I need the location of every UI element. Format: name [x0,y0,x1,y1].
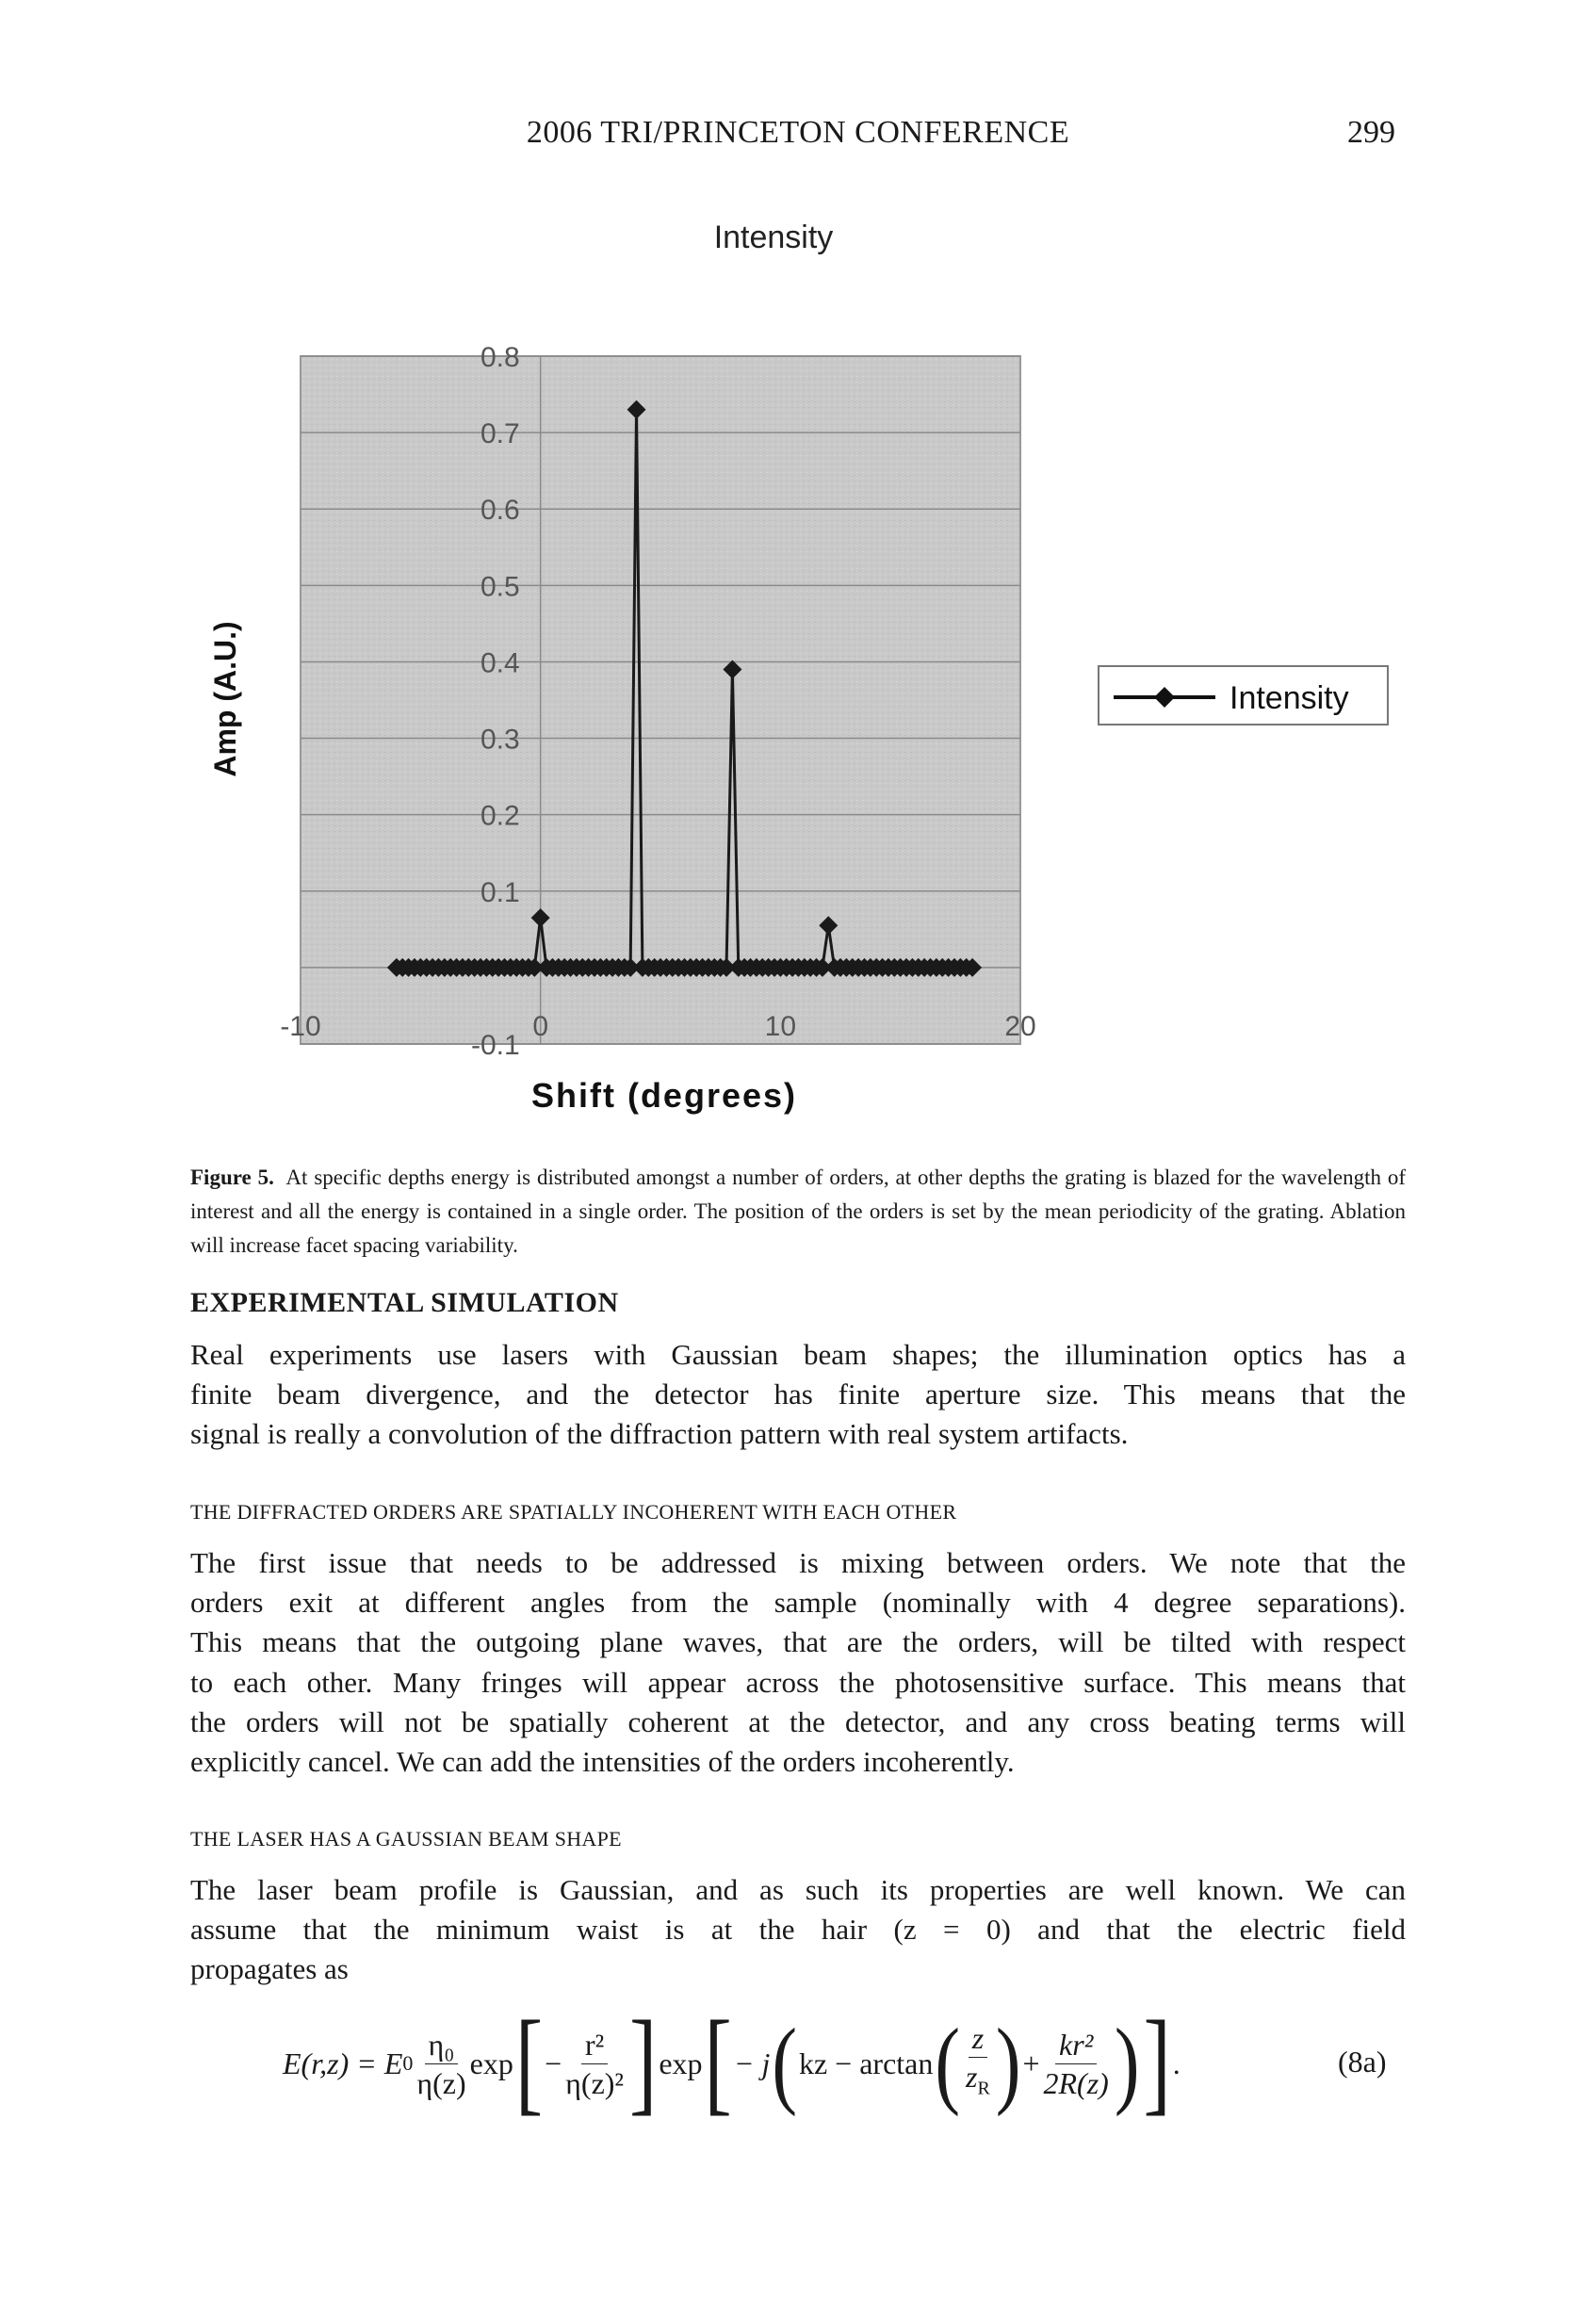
y-tick-label: 0.4 [480,647,520,679]
eq-paren: ) [995,2009,1021,2118]
eq-num: z [969,2019,987,2058]
text-line: Real experiments use lasers with Gaussian beam shapes; the illumination optics has a [190,1338,1406,1371]
y-axis-label: Amp (A.U.) [208,621,242,777]
eq-den-z: z [966,2060,978,2095]
eq-den [966,2058,990,2107]
y-tick-label: 0.5 [480,571,520,603]
intensity-chart [0,0,1596,1131]
eq-period: . [1172,2046,1181,2080]
eq-bracket: ] [1143,1998,1171,2128]
eq-plus: + [1022,2046,1040,2080]
caption-label: Figure 5. [190,1166,274,1189]
plot-area [301,356,1020,1044]
eq-paren: ( [772,2009,797,2118]
figure-caption [190,1161,1406,1263]
text-line: propagates as [190,1952,349,1986]
eq-bracket: [ [704,1998,732,2128]
x-tick-label: 10 [764,1010,797,1042]
text-line: explicitly cancel. We can add the intensities of the orders incoherently. [190,1745,1015,1779]
y-tick-label: 0.3 [480,724,520,756]
y-tick-label: 0.8 [480,342,520,373]
paragraph-1 [190,1335,1406,1455]
eq-paren: ) [1114,2009,1140,2118]
eq-den: η(z) [416,2065,466,2100]
legend-label: Intensity [1230,680,1349,716]
eq-fraction [416,2026,465,2102]
subsection-heading: THE DIFFRACTED ORDERS ARE SPATIALLY INCOHERENT WITH EACH OTHER [190,1500,957,1524]
caption-text: At specific depths energy is distributed amongst a number of orders, at other depths the grating is blazed for the wavelength of interest and all the energy is contained in a single order. The position of the orders is set by the mean periodicity of the grating. Ablation will increase facet spacing variability. [190,1166,1407,1257]
text-line: This means that the outgoing plane waves, that are the orders, will be tilted with respect [190,1625,1406,1659]
y-tick-label: -0.1 [470,1030,520,1061]
x-tick-label: -10 [280,1010,321,1042]
paragraph-3 [190,1870,1406,1990]
y-tick-label: 0.2 [480,800,520,832]
eq-exp: exp [469,2046,513,2080]
eq-paren: ( [935,2009,961,2118]
y-tick-label: 0.6 [480,495,520,527]
eq-den: 2R(z) [1043,2065,1109,2100]
text-line: orders exit at different angles from the sample (nominally with 4 degree separations). [190,1586,1406,1620]
text-line: finite beam divergence, and the detector has finite aperture size. This means that the [190,1378,1406,1411]
eq-kz: kz − arctan [798,2046,934,2080]
eq-fraction [565,2026,624,2102]
running-head: 2006 TRI/PRINCETON CONFERENCE [526,115,1070,150]
y-tick-label: 0.1 [480,876,520,908]
eq-fraction [966,2019,990,2107]
eq-num: r² [581,2026,608,2064]
x-tick-label: 0 [532,1010,549,1042]
subsection-heading: THE LASER HAS A GAUSSIAN BEAM SHAPE [190,1827,622,1851]
eq-lhs-sub: 0 [402,2051,414,2075]
eq-lhs: E(r,z) = E [283,2046,403,2080]
eq-minus: − [545,2046,562,2080]
eq-minus-j: − j [733,2046,771,2080]
x-axis-label: Shift (degrees) [530,1076,798,1115]
text-line: to each other. Many fringes will appear across the photosensitive surface. This means that [190,1665,1406,1699]
eq-den: η(z)² [565,2065,625,2100]
text-line: signal is really a convolution of the diffraction pattern with real system artifacts. [190,1417,1129,1451]
eq-bracket: ] [629,1998,658,2128]
eq-den-sub: R [977,2078,990,2099]
equation-number: (8a) [1338,2045,1387,2079]
eq-bracket: [ [514,1998,544,2128]
eq-exp: exp [659,2046,703,2080]
y-tick-label: 0.7 [480,418,520,450]
x-tick-label: 20 [1004,1010,1036,1042]
page-number: 299 [1347,115,1395,150]
eq-num: η₀ [425,2026,459,2064]
text-line: the orders will not be spatially coherent at the detector, and any cross beating terms will [190,1704,1406,1738]
eq-fraction [1044,2026,1109,2102]
legend [1099,666,1388,725]
text-line: assume that the minimum waist is at the hair (z = 0) and that the electric field [190,1913,1406,1947]
section-heading: EXPERIMENTAL SIMULATION [190,1287,619,1318]
equation-8a [283,1997,1181,2129]
chart-title: Intensity [713,220,834,255]
text-line: The laser beam profile is Gaussian, and as such its properties are well known. We can [190,1873,1406,1906]
paragraph-2 [190,1543,1406,1782]
eq-num: kr² [1055,2026,1097,2064]
text-line: The first issue that needs to be addressed is mixing between orders. We note that the [190,1546,1406,1579]
